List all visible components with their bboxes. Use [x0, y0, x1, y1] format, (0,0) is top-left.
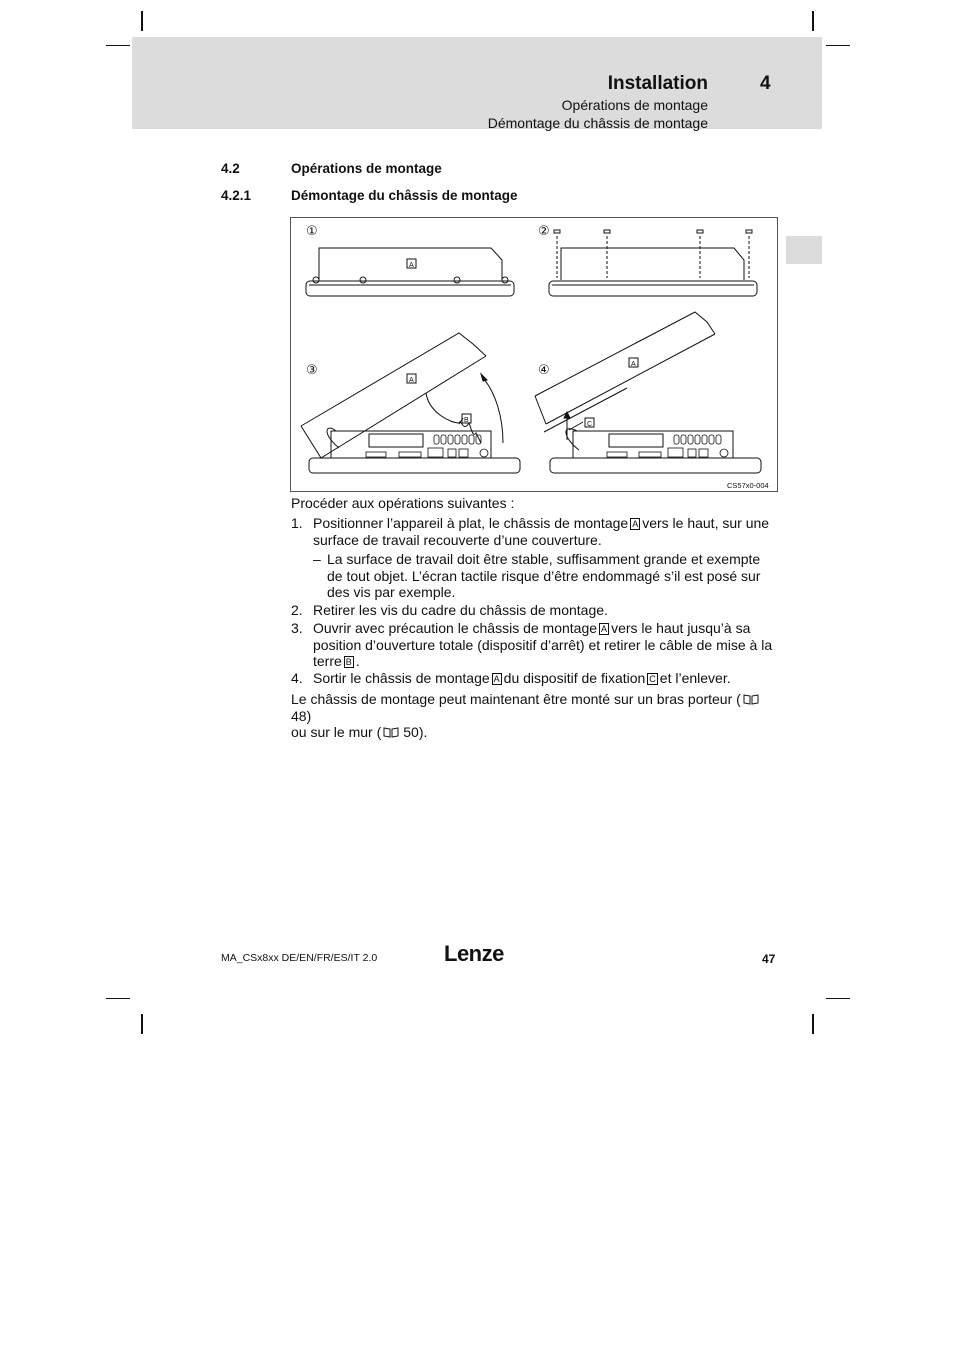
panel-1-device: [306, 248, 514, 296]
lenze-logo: Lenze: [444, 941, 504, 966]
book-icon: [743, 694, 759, 705]
page-reference-link[interactable]: 48): [291, 707, 312, 724]
chapter-number: 4: [760, 73, 771, 94]
disassembly-illustration: [291, 218, 777, 491]
label-a: A: [632, 519, 639, 529]
page-reference-link[interactable]: 50).: [403, 724, 428, 740]
label-c: C: [587, 421, 593, 428]
crop-mark: [141, 1014, 143, 1034]
chapter-title: Installation: [607, 73, 708, 94]
step-mark-2: ②: [538, 224, 550, 239]
step-1-note: La surface de travail doit être stable, suffisamment grande et exempte de tout objet. L’écran tactile risque d’être endommagé s’il est posé sur des vis par exemple.: [327, 551, 761, 600]
subsection-number: 4.2.1: [221, 188, 252, 203]
screw-icon: [554, 230, 752, 233]
step-3-text: Ouvrir avec précaution le châssis de montage A vers le haut jusqu’à sa position d’ouverture totale (dispositif d’arrêt) et retirer le câble de mise à la terre B .: [313, 620, 773, 669]
figure-frame: [290, 217, 778, 492]
step-number: 3.: [291, 620, 303, 636]
section-number: 4.2: [221, 161, 240, 176]
figure-code: CS57x0-004: [727, 481, 769, 490]
header-band: [132, 37, 822, 129]
step-2-text: Retirer les vis du cadre du châssis de montage.: [313, 602, 608, 618]
crop-mark: [826, 998, 850, 999]
label-a: A: [631, 361, 636, 368]
label-c: C: [649, 674, 656, 684]
label-b: B: [464, 417, 469, 424]
panel-4-device: [535, 312, 761, 473]
step-number: 4.: [291, 670, 303, 686]
page-number: 47: [762, 952, 776, 966]
step-number: 1.: [291, 515, 303, 531]
step-mark-4: ④: [538, 363, 550, 378]
header-subtitle: Démontage du châssis de montage: [487, 115, 708, 131]
label-a: A: [601, 624, 608, 634]
list-dash: –: [313, 551, 321, 567]
step-mark-1: ①: [306, 224, 318, 239]
step-mark-3: ③: [306, 363, 318, 378]
label-b: B: [345, 657, 352, 667]
chapter-side-tab: [786, 236, 822, 264]
closing-text: Le châssis de montage peut maintenant être monté sur un bras porteur (48) ou sur le mur ( 50).: [291, 691, 778, 741]
crop-mark: [141, 11, 143, 31]
crop-mark: [812, 1014, 814, 1034]
section-title: Opérations de montage: [291, 161, 442, 176]
book-icon: [383, 727, 399, 738]
header-subtitle: Opérations de montage: [561, 97, 708, 113]
crop-mark: [106, 998, 130, 999]
intro-text: Procéder aux opérations suivantes :: [291, 495, 515, 511]
label-a: A: [409, 262, 414, 269]
crop-mark: [106, 45, 130, 46]
subsection-title: Démontage du châssis de montage: [291, 188, 518, 203]
crop-mark: [812, 11, 814, 31]
step-4-text: Sortir le châssis de montage A du dispositif de fixation C et l’enlever.: [313, 670, 731, 686]
label-a: A: [409, 377, 414, 384]
crop-mark: [826, 45, 850, 46]
document-id: MA_CSx8xx DE/EN/FR/ES/IT 2.0: [221, 952, 378, 964]
step-1-text: Positionner l’appareil à plat, le châssis de montage A vers le haut, sur une surface de travail recouverte d’une couverture.: [313, 515, 770, 548]
panel-2-device: [549, 230, 757, 296]
panel-3-device: [301, 333, 520, 473]
step-number: 2.: [291, 602, 303, 618]
label-a: A: [493, 674, 500, 684]
